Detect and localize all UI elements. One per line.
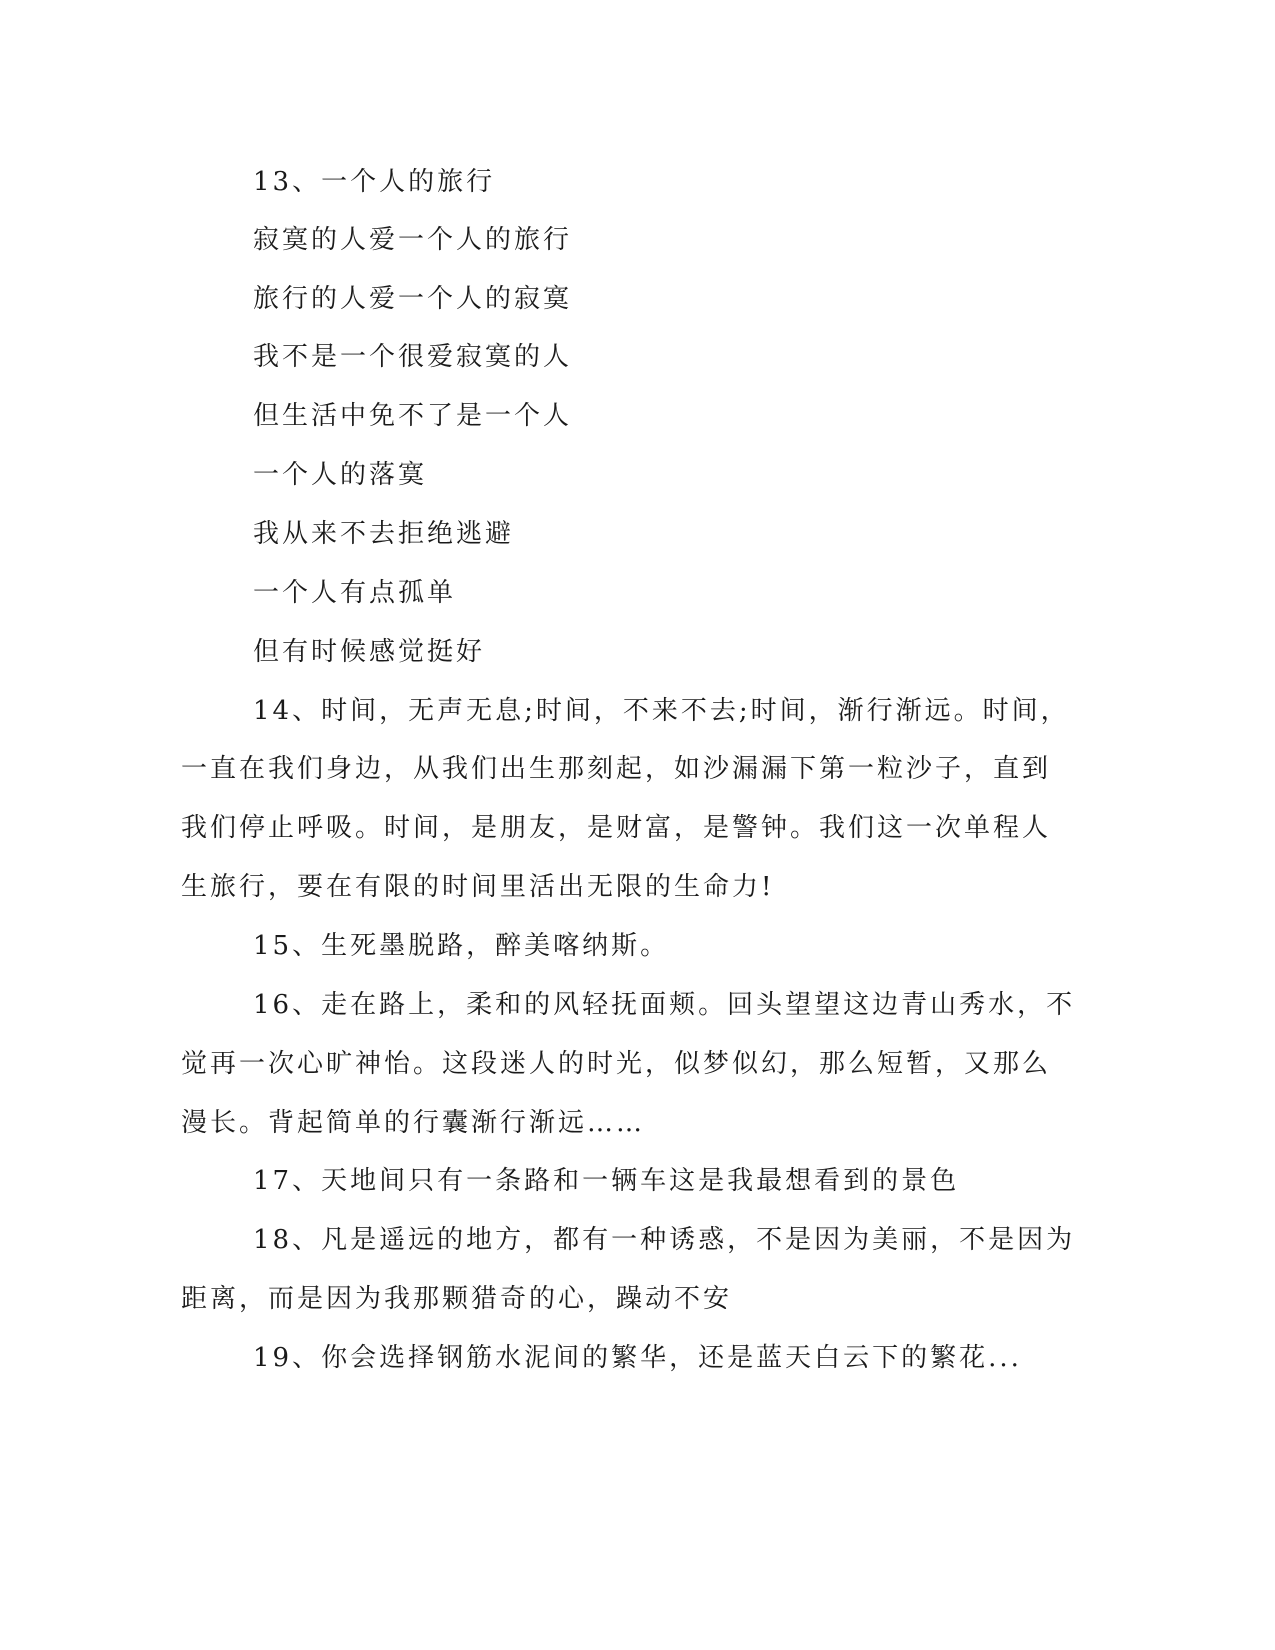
item-14-line: 一直在我们身边，从我们出生那刻起，如沙漏漏下第一粒沙子，直到 xyxy=(181,754,1052,784)
item-19-line: 19、你会选择钢筋水泥间的繁华，还是蓝天白云下的繁花... xyxy=(253,1343,1022,1373)
item-14-line: 生旅行，要在有限的时间里活出无限的生命力! xyxy=(181,872,775,902)
poem-line: 但有时候感觉挺好 xyxy=(253,637,486,667)
item-18-line: 18、凡是遥远的地方，都有一种诱惑，不是因为美丽，不是因为 xyxy=(253,1225,1076,1255)
item-16-line: 觉再一次心旷神怡。这段迷人的时光，似梦似幻，那么短暂，又那么 xyxy=(181,1049,1052,1079)
item-16-line: 漫长。背起简单的行囊渐行渐远…… xyxy=(181,1108,646,1138)
poem-line: 一个人有点孤单 xyxy=(253,578,457,608)
item-13-title: 13、一个人的旅行 xyxy=(253,167,496,197)
poem-line: 寂寞的人爱一个人的旅行 xyxy=(253,225,573,255)
poem-line: 我从来不去拒绝逃避 xyxy=(253,519,515,549)
poem-line: 旅行的人爱一个人的寂寞 xyxy=(253,284,573,314)
item-17-line: 17、天地间只有一条路和一辆车这是我最想看到的景色 xyxy=(253,1166,960,1196)
item-16-line: 16、走在路上，柔和的风轻抚面颊。回头望望这边青山秀水，不 xyxy=(253,990,1076,1020)
item-15-line: 15、生死墨脱路，醉美喀纳斯。 xyxy=(253,931,670,961)
poem-line: 但生活中免不了是一个人 xyxy=(253,401,573,431)
item-14-line: 14、时间，无声无息;时间，不来不去;时间，渐行渐远。时间， xyxy=(253,696,1070,726)
item-18-line: 距离，而是因为我那颗猎奇的心，躁动不安 xyxy=(181,1284,733,1314)
poem-line: 我不是一个很爱寂寞的人 xyxy=(253,342,573,372)
poem-line: 一个人的落寞 xyxy=(253,460,428,490)
item-14-line: 我们停止呼吸。时间，是朋友，是财富，是警钟。我们这一次单程人 xyxy=(181,813,1052,843)
